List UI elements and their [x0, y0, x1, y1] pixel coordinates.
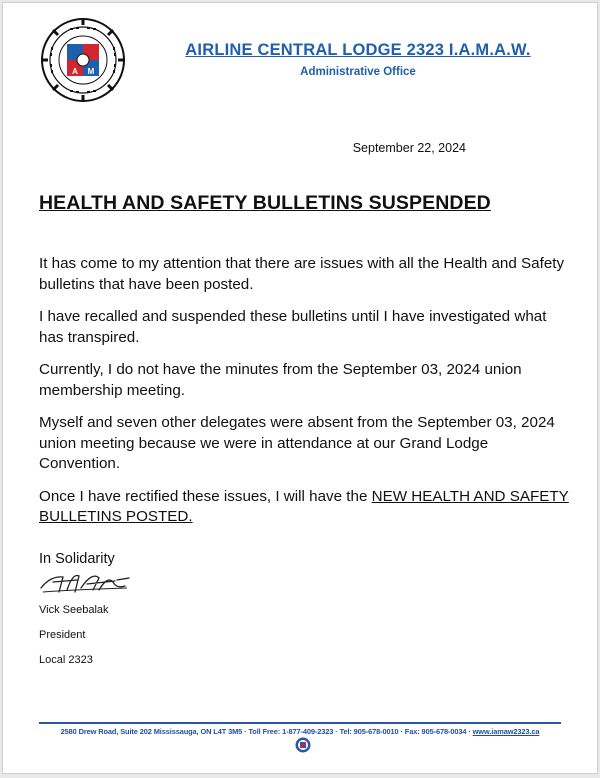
logo-letter-m: M — [87, 67, 95, 76]
final-underlined-text: NEW HEALTH AND SAFETY BULLETINS POSTED. — [39, 487, 569, 525]
signer-name: Vick Seebalak — [39, 604, 109, 616]
organization-name: AIRLINE CENTRAL LODGE 2323 I.A.M.A.W. — [185, 41, 531, 59]
office-name: Administrative Office — [300, 66, 416, 78]
footer-address: 2580 Drew Road, Suite 202 Mississauga, ON L4T 3M5 · Toll Free: 1-877-409-2323 · Tel: 905-678-0010 · Fax: 905-678-0034 · — [60, 727, 473, 736]
letter-date: September 22, 2024 — [352, 141, 466, 155]
final-lead-text: Once I have rectified these issues, I will have the — [39, 487, 372, 505]
letter-title: HEALTH AND SAFETY BULLETINS SUSPENDED — [39, 192, 491, 214]
signature — [37, 568, 133, 598]
paragraph-final — [39, 487, 569, 528]
letter-page — [2, 2, 598, 774]
signer-local: Local 2323 — [39, 654, 93, 666]
union-label-icon — [295, 737, 311, 753]
letterhead — [173, 41, 543, 78]
signer-title: President — [39, 629, 86, 641]
footer-contact — [3, 727, 597, 736]
letter-body — [39, 254, 569, 540]
paragraph: It has come to my attention that there are issues with all the Health and Safety bulletins that have been posted. — [39, 255, 565, 293]
footer-divider — [39, 722, 561, 724]
paragraph: Currently, I do not have the minutes from the September 03, 2024 union membership meeting. — [39, 361, 522, 399]
footer-website-link[interactable]: www.iamaw2323.ca — [472, 727, 540, 736]
logo-letter-a: A — [72, 67, 78, 76]
paragraph: Myself and seven other delegates were absent from the September 03, 2024 union meeting because we were in attendance at our Grand Lodge Convention. — [39, 414, 555, 472]
closing: In Solidarity — [39, 551, 115, 567]
paragraph: I have recalled and suspended these bulletins until I have investigated what has transpired. — [39, 308, 547, 346]
iam-union-logo — [40, 17, 126, 103]
